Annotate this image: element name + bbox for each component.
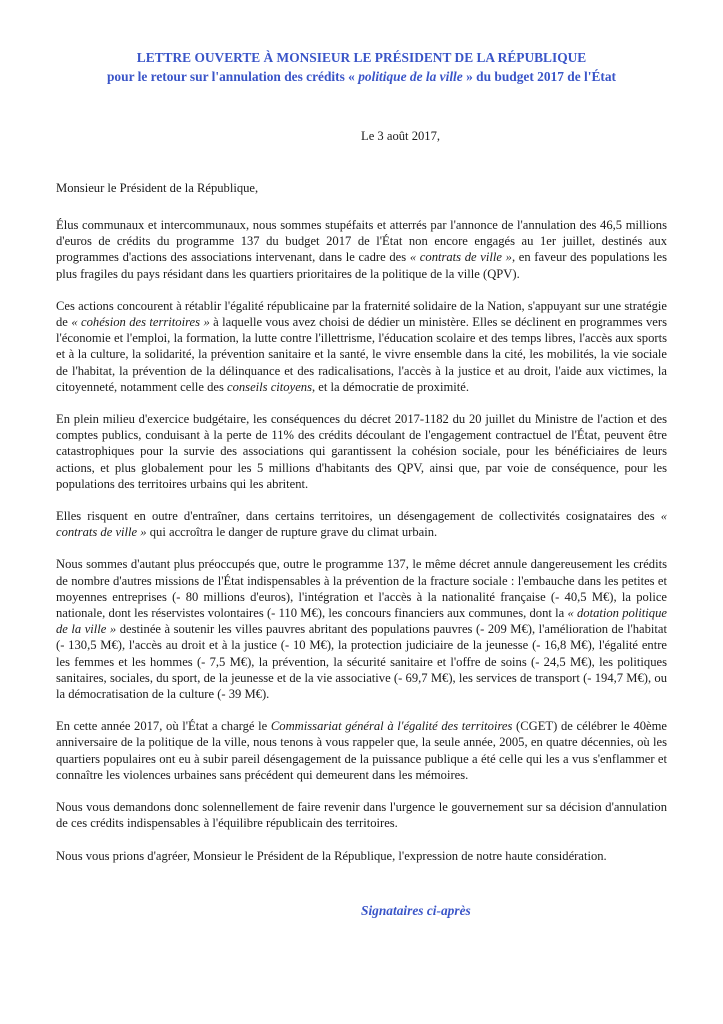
paragraph-2-text-a: Ces actions concourent à rétablir l'égalité républicaine par la fraternité solidaire de la Nation, s'appuyant sur une stratégie de — [56, 298, 667, 330]
paragraph-4-italic: « contrats de ville » — [56, 509, 667, 540]
title-line-1: LETTRE OUVERTE À MONSIEUR LE PRÉSIDENT DE LA RÉPUBLIQUE — [136, 50, 587, 65]
paragraph-6-text-b: (CGET) de célébrer le 40ème anniversaire de la politique de la ville, nous tenons à vous rappeler que, la seule année, 2005, en quatre décennies, où les quartiers populaires ont eu à subir pareil désengagement de la puissance publique a été celle qui les a vus s'enflammer et connaître les violences urbaines sans précédent qui demeurent dans les mémoires. — [56, 719, 667, 782]
paragraph-2-italic-b: conseils citoyens — [227, 379, 312, 394]
paragraph-2-text-c: , et la démocratie de proximité. — [311, 379, 469, 394]
paragraph-1-text-b: , en faveur des populations les plus fragiles du pays résidant dans les quartiers prioritaires de la politique de la ville (QPV). — [56, 250, 667, 281]
paragraph-6-italic: Commissariat général à l'égalité des territoires — [270, 719, 513, 734]
paragraph-5-text-a: Nous sommes d'autant plus préoccupés que, outre le programme 137, le même décret annule dangereusement les crédits de nombre d'autres missions de l'État indispensables à la prévention de la fracture sociale : l'embauche dans les petites et moyennes entreprises (- 80 millions d'euros), l'intégration et l'accès à la nationalité française (- 40,5 M€), la police nationale, dont les réservistes volontaires (- 110 M€), les concours financiers aux communes, dont la — [56, 557, 667, 621]
paragraph-4 — [56, 508, 667, 540]
paragraph-2-text-b: à laquelle vous avez choisi de dédier un ministère. Elles se déclinent en programmes vers l'économie et l'emploi, la formation, la lutte contre l'illettrisme, l'éducation scolaire et des temps libres, l'accès aux sports et à la culture, la solidarité, la prévention sanitaire et la santé, le vivre ensemble dans la cité, les mobilités, la vie sociale de l'habitat, la prévention de la délinquance et des radicalisations, l'accès à la justice et au droit, l'aide aux victimes, la citoyenneté, notamment celle des — [56, 315, 667, 394]
paragraph-8: Nous vous prions d'agréer, Monsieur le Président de la République, l'expression de notre haute considération. — [56, 848, 607, 863]
signatures-link: Signataires ci-après — [361, 902, 471, 918]
paragraph-1 — [56, 217, 667, 282]
salutation: Monsieur le Président de la République, — [56, 181, 259, 195]
title-line-2-start: pour le retour sur l'annulation des crédits « — [106, 69, 359, 84]
paragraph-4-text-a: Elles risquent en outre d'entraîner, dans certains territoires, un désengagement de collectivités cosignataires des — [56, 509, 661, 524]
title-line-2-italic: politique de la ville — [358, 69, 463, 84]
paragraph-5-text-b: destinée à soutenir les villes pauvres abritant des populations pauvres (- 209 M€), l'amélioration de l'habitat (- 130,5 M€), l'accès au droit et à la justice (- 10 M€), la protection judiciaire de la jeunesse (- 16,8 M€), l'égalité entre les femmes et les hommes (- 7,5 M€), la prévention, la sécurité sanitaire et l'offre de soins (- 24,5 M€), les politiques sanitaires, sociales, du sport, de la jeunesse et de la vie associative (- 69,7 M€), les services de transport (- 194,7 M€), ou la démocratisation de la culture (- 39 M€). — [56, 622, 667, 702]
paragraph-3: En plein milieu d'exercice budgétaire, les conséquences du décret 2017-1182 du 20 juillet du Ministre de l'action et des comptes publics, conduisant à la perte de 11% des crédits découlant de l'engagement contractuel de l'État, peuvent être catastrophiques pour la survie des associations qui garantissent la cohésion sociale, pour les bénéficiaires de leurs actions, et plus globalement pour les 5 millions d'habitants des QPV, ainsi que, par voie de conséquence, pour les populations des territoires urbains qui les abritent. — [56, 412, 667, 491]
paragraph-5 — [56, 556, 667, 702]
paragraph-4-text-b: qui accroîtra le danger de rupture grave du climat urbain. — [146, 525, 438, 540]
paragraph-1-italic: « contrats de ville » — [409, 250, 512, 265]
paragraph-7: Nous vous demandons donc solennellement de faire revenir dans l'urgence le gouvernement sur sa décision d'annulation de ces crédits indispensables à l'équilibre républicain des territoires. — [56, 800, 667, 831]
paragraph-6 — [56, 718, 667, 783]
letter-date: Le 3 août 2017, — [361, 129, 441, 143]
paragraph-2 — [56, 298, 667, 395]
paragraph-6-text-a: En cette année 2017, où l'État a chargé le — [56, 719, 271, 734]
paragraph-2-italic-a: « cohésion des territoires » — [71, 315, 210, 330]
letter-title — [56, 48, 667, 86]
paragraph-1-text-a: Élus communaux et intercommunaux, nous sommes stupéfaits et atterrés par l'annonce de l'annulation des 46,5 millions d'euros de crédits du programme 137 du budget 2017 de l'État non encore engagés au 1er juillet, destinés aux programmes d'actions des associations intervenant, dans le cadre des — [56, 218, 667, 265]
title-line-2-end: » du budget 2017 de l'État — [462, 69, 617, 84]
paragraph-5-italic: « dotation politique de la ville » — [56, 606, 667, 637]
